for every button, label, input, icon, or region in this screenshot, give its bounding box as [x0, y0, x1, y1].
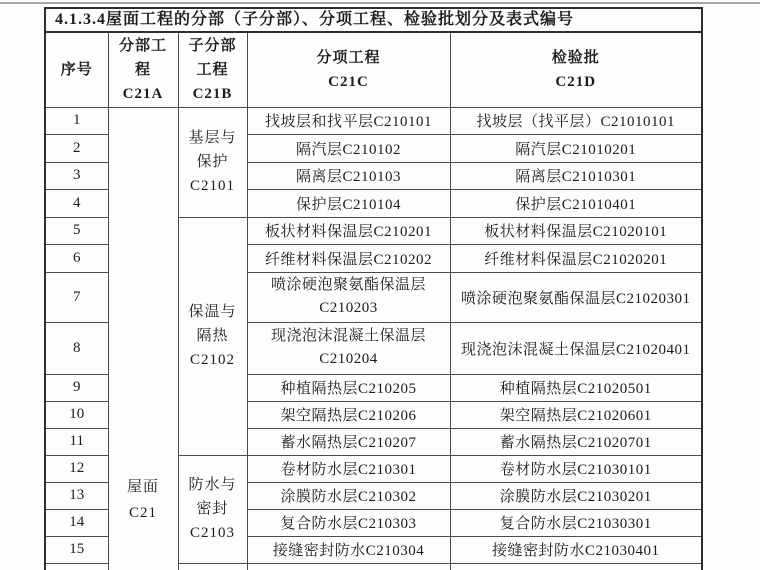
item-cell: 保护层C210104	[247, 190, 450, 218]
item-cell: 隔离层C210103	[247, 162, 450, 190]
batch-cell: 涂膜防水层C21030201	[450, 482, 702, 509]
batch-cell: 隔离层C21010301	[450, 162, 702, 190]
division-name: 屋面	[126, 478, 159, 495]
seq-cell: 2	[45, 135, 108, 163]
batch-cell: 接缝密封防水C21030401	[450, 536, 702, 563]
subdivision-name-line1: 基层与	[188, 130, 237, 146]
header-subdivision-code: C21B	[192, 85, 233, 102]
header-division-line2: 程	[134, 61, 151, 78]
item-cell: 种植隔热层C210205	[247, 374, 450, 401]
subdivision-code: C2102	[189, 352, 235, 368]
item-line2: C210204	[319, 351, 378, 367]
subdivision-name-line2: 隔热	[196, 328, 229, 344]
batch-cell: 种植隔热层C21020501	[450, 374, 702, 401]
seq-cell: 5	[45, 217, 108, 245]
subdivision-cell	[178, 107, 247, 217]
batch-cell: 板状材料保温层C21020101	[450, 217, 702, 245]
header-seq	[45, 32, 108, 107]
item-cell: 涂膜防水层C210302	[247, 482, 450, 509]
item-cell	[247, 272, 450, 322]
item-cell: 卷材防水层C210301	[247, 455, 450, 482]
seq-cell	[45, 563, 108, 570]
item-two-line	[248, 274, 450, 320]
batch-cell: 喷涂硬泡聚氨酯保温层C21020301	[450, 272, 702, 322]
header-division-line1: 分部工	[118, 37, 167, 54]
header-subdivision	[178, 32, 247, 107]
item-cell: 接缝密封防水C210304	[247, 536, 450, 563]
seq-cell: 6	[45, 245, 108, 273]
subdivision-cell	[178, 217, 247, 455]
seq-cell: 3	[45, 162, 108, 190]
seq-cell: 9	[45, 374, 108, 401]
batch-cell: 架空隔热层C21020601	[450, 401, 702, 428]
batch-cell: 找坡层（找平层）C21010101	[450, 107, 702, 135]
division-cell	[108, 107, 178, 570]
header-batch-code: C21D	[555, 73, 597, 90]
item-cell: 蓄水隔热层C210207	[247, 428, 450, 455]
batch-cell: 卷材防水层C21030101	[450, 455, 702, 482]
seq-cell: 12	[45, 455, 108, 482]
item-cell: 找坡层和找平层C210101	[247, 107, 450, 135]
seq-cell: 11	[45, 428, 108, 455]
page-top-divider	[0, 2, 760, 4]
batch-cell: 现浇泡沫混凝土保温层C21020401	[450, 322, 702, 374]
seq-cell: 13	[45, 482, 108, 509]
subdivision-code: C2101	[189, 178, 235, 194]
seq-cell: 14	[45, 509, 108, 536]
division-text	[109, 474, 178, 526]
table-row	[45, 107, 702, 135]
division-code: C21	[128, 504, 157, 521]
batch-cell: 隔汽层C21010201	[450, 135, 702, 163]
subdivision-name-line1: 防水与	[188, 477, 237, 493]
header-seq-label: 序号	[60, 61, 93, 78]
header-row	[45, 32, 702, 107]
seq-cell: 8	[45, 322, 108, 374]
seq-cell: 10	[45, 401, 108, 428]
batch-cell: 复合防水层C21030301	[450, 509, 702, 536]
seq-cell: 15	[45, 536, 108, 563]
subdivision-cell	[178, 455, 247, 563]
table-caption: 4.1.3.4屋面工程的分部（子分部）、分项工程、检验批划分及表式编号	[44, 7, 703, 33]
header-division	[108, 32, 178, 107]
header-item-label: 分项工程	[316, 49, 381, 66]
header-subdivision-line1: 子分部	[188, 37, 237, 54]
batch-cell: 保护层C21010401	[450, 190, 702, 218]
subdivision-name-line1: 保温与	[188, 304, 237, 320]
subdivision-code: C2103	[189, 525, 235, 541]
subdivision-name-line2: 保护	[196, 154, 229, 170]
header-division-code: C21A	[122, 85, 164, 102]
item-cell: 板状材料保温层C210201	[247, 217, 450, 245]
item-line1: 现浇泡沫混凝土保温层	[270, 328, 426, 344]
header-batch-label: 检验批	[551, 49, 600, 66]
seq-cell: 7	[45, 272, 108, 322]
seq-cell: 4	[45, 190, 108, 218]
item-cell	[247, 563, 450, 570]
seq-cell: 1	[45, 107, 108, 135]
item-cell: 架空隔热层C210206	[247, 401, 450, 428]
division-table	[44, 31, 703, 570]
batch-cell: 纤维材料保温层C21020201	[450, 245, 702, 273]
item-two-line	[248, 325, 450, 371]
subdivision-name-line2: 密封	[196, 501, 229, 517]
item-cell: 复合防水层C210303	[247, 509, 450, 536]
batch-cell	[450, 563, 702, 570]
item-cell: 隔汽层C210102	[247, 135, 450, 163]
subdivision-cell	[178, 563, 247, 570]
document-table-block	[44, 7, 703, 570]
header-subdivision-line2: 工程	[196, 61, 229, 78]
item-cell	[247, 322, 450, 374]
item-line2: C210203	[319, 300, 378, 316]
item-line1: 喷涂硬泡聚氨酯保温层	[270, 277, 426, 293]
header-item-code: C21C	[328, 73, 369, 90]
header-batch	[450, 32, 702, 107]
item-cell: 纤维材料保温层C210202	[247, 245, 450, 273]
batch-cell: 蓄水隔热层C21020701	[450, 428, 702, 455]
header-item	[247, 32, 450, 107]
